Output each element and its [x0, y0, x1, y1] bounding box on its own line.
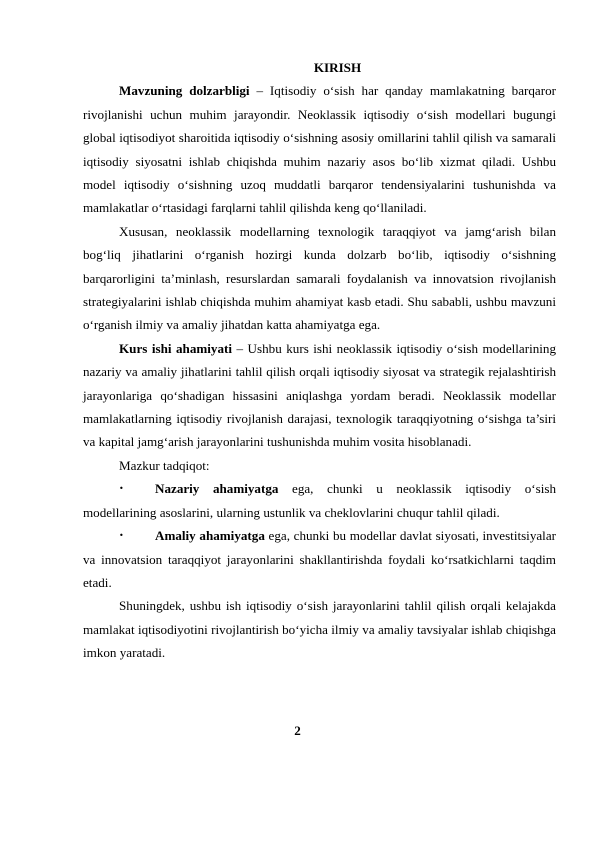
- list-item-practical-lead: Amaliy ahamiyatga: [155, 528, 265, 544]
- list-item-practical-body: ega, chunki bu modellar davlat siyosati, investitsiyalar va innovatsion taraqqiyot jarayonlarini shakllantirishda foydali ko‘rsatkichlarni taqdim etadi.: [83, 528, 556, 590]
- paragraph-intro-list: [83, 454, 556, 477]
- list-item-theoretical-body: ega, chunki u neoklassik iqtisodiy o‘sish modellarining asoslarini, ularning ustunlik va cheklovlarini chuqur tahlil qiladi.: [83, 481, 556, 520]
- list-item-practical-text: [83, 524, 556, 594]
- paragraph-relevance: [83, 79, 556, 219]
- paragraph-intro-list-text: Mazkur tadqiqot:: [119, 457, 210, 473]
- page-title: KIRISH: [313, 60, 362, 75]
- list-item-theoretical-lead: Nazariy ahamiyatga: [155, 481, 279, 497]
- list-item-theoretical: [83, 477, 556, 524]
- paragraph-significance: [83, 337, 556, 454]
- list-item-theoretical-text: [83, 477, 556, 524]
- paragraph-details-text: Xususan, neoklassik modellarning texnologik taraqqiyot va jamg‘arish bilan bog‘liq jihatlarini o‘rganish hozirgi kunda dolzarb bo‘lib, iqtisodiy o‘sishning barqarorligini ta’minlash, resurslardan samarali foydalanish va innovatsion rivojlanish strategiyalarini ishlab chiqishda muhim ahamiyat kasb etadi. Shu sababli, ushbu mavzuni o‘rganish ilmiy va amaliy jihatdan katta ahamiyatga ega.: [83, 223, 556, 333]
- paragraph-conclusion-text: Shuningdek, ushbu ish iqtisodiy o‘sish jarayonlarini tahlil qilish orqali kelajakda mamlakat iqtisodiyotini rivojlantirish bo‘yicha ilmiy va amaliy tavsiyalar ishlab chiqishga imkon yaratadi.: [83, 598, 556, 661]
- paragraph-details: [83, 220, 556, 337]
- list-item-practical: [83, 524, 556, 594]
- paragraph-conclusion: [83, 594, 556, 664]
- page-number: 2: [294, 723, 301, 738]
- paragraph-relevance-lead: Mavzuning dolzarbligi: [119, 83, 250, 99]
- paragraph-relevance-text: – Iqtisodiy o‘sish har qanday mamlakatning barqaror rivojlanishi uchun muhim jarayondir. Neoklassik iqtisodiy o‘sish modellari bugungi global iqtisodiyot sharoitida iqtisodiy o‘sishning asosiy omillarini tahlil qilish va samarali iqtisodiy siyosatni ishlab chiqishda muhim nazariy asos bo‘lib xizmat qiladi. Ushbu model iqtisodiy o‘sishning uzoq muddatli barqaror tendensiyalarini tushunishda va mamlakatlar o‘rtasidagi farqlarni tahlil qilishda keng qo‘llaniladi.: [83, 83, 556, 216]
- bullet-icon: •: [119, 531, 124, 541]
- paragraph-significance-lead: Kurs ishi ahamiyati: [119, 340, 233, 356]
- page-content: [83, 56, 556, 665]
- paragraph-significance-text: – Ushbu kurs ishi neoklassik iqtisodiy o‘sish modellarining nazariy va amaliy jihatlarini tahlil qilish orqali iqtisodiy siyosat va strategik rejalashtirish jarayonlariga qo‘shadigan hissasini aniqlashga yordam beradi. Neoklassik modellar mamlakatlarning iqtisodiy rivojlanish darajasi, texnologik taraqqiyotning o‘sishga ta’siri va kapital jamg‘arish jarayonlarini tushunishda muhim vosita hisoblanadi.: [83, 340, 556, 450]
- bullet-icon: •: [119, 484, 124, 494]
